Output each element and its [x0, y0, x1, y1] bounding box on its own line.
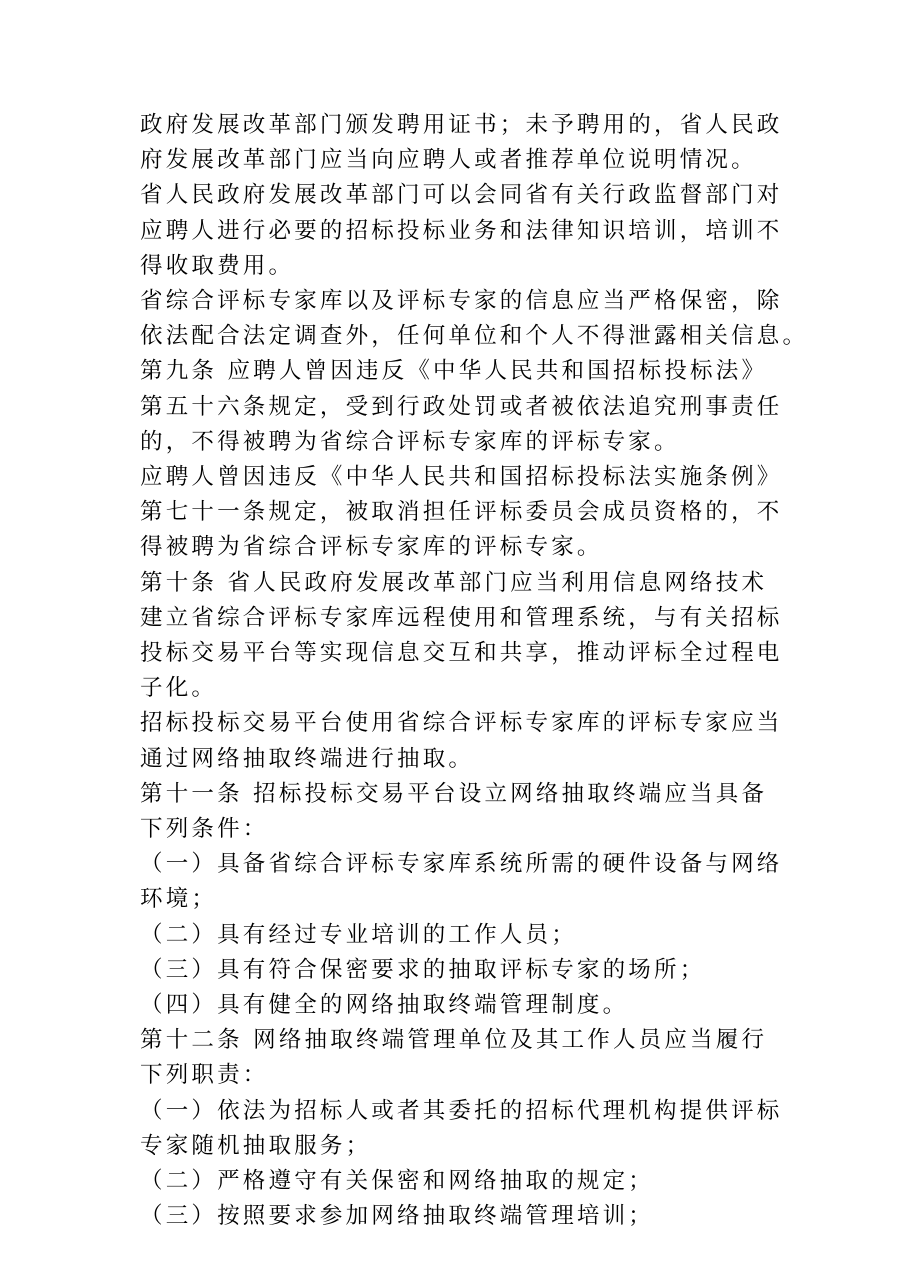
text-line: 政府发展改革部门颁发聘用证书；未予聘用的，省人民政	[140, 112, 783, 138]
text-line: 第七十一条规定，被取消担任评标委员会成员资格的，不	[140, 499, 783, 526]
text-line: （四）具有健全的网络抽取终端管理制度。	[140, 992, 629, 1018]
text-line: 依法配合法定调查外，任何单位和个人不得泄露相关信息。	[140, 323, 809, 350]
text-line: 第五十六条规定，受到行政处罚或者被依法追究刑事责任	[140, 393, 783, 420]
text-line: 下列职责：	[140, 1062, 269, 1089]
text-line: 第九条 应聘人曾因违反《中华人民共和国招标投标法》	[140, 358, 768, 385]
text-line: 建立省综合评标专家库远程使用和管理系统，与有关招标	[140, 604, 783, 631]
text-line: 投标交易平台等实现信息交互和共享，推动评标全过程电	[140, 640, 783, 666]
text-line: （三）按照要求参加网络抽取终端管理培训；	[140, 1203, 655, 1230]
text-line: 子化。	[140, 675, 218, 702]
text-line: （二）严格遵守有关保密和网络抽取的规定；	[140, 1168, 655, 1194]
text-line: 第十条 省人民政府发展改革部门应当利用信息网络技术	[140, 569, 768, 596]
text-line: 下列条件：	[140, 816, 269, 842]
text-line: 招标投标交易平台使用省综合评标专家库的评标专家应当	[140, 710, 783, 737]
text-line: 得被聘为省综合评标专家库的评标专家。	[140, 534, 603, 561]
text-line: 专家随机抽取服务；	[140, 1132, 372, 1159]
text-line: 的，不得被聘为省综合评标专家库的评标专家。	[140, 428, 680, 455]
text-line: （三）具有符合保密要求的抽取评标专家的场所；	[140, 956, 706, 983]
text-line: 应聘人进行必要的招标投标业务和法律知识培训，培训不	[140, 217, 783, 244]
text-line: 得收取费用。	[140, 252, 295, 279]
text-line: 应聘人曾因违反《中华人民共和国招标投标法实施条例》	[140, 464, 783, 490]
text-line: 第十一条 招标投标交易平台设立网络抽取终端应当具备	[140, 780, 768, 807]
text-line: 府发展改革部门应当向应聘人或者推荐单位说明情况。	[140, 147, 757, 174]
text-line: （一）具备省综合评标专家库系统所需的硬件设备与网络	[140, 851, 783, 878]
text-line: 环境；	[140, 886, 218, 913]
text-line: （二）具有经过专业培训的工作人员；	[140, 921, 577, 948]
text-line: 通过网络抽取终端进行抽取。	[140, 745, 475, 772]
text-line: 第十二条 网络抽取终端管理单位及其工作人员应当履行	[140, 1027, 768, 1054]
text-line: 省综合评标专家库以及评标专家的信息应当严格保密，除	[140, 288, 783, 314]
text-line: 省人民政府发展改革部门可以会同省有关行政监督部门对	[140, 182, 783, 209]
text-line: （一）依法为招标人或者其委托的招标代理机构提供评标	[140, 1097, 783, 1124]
